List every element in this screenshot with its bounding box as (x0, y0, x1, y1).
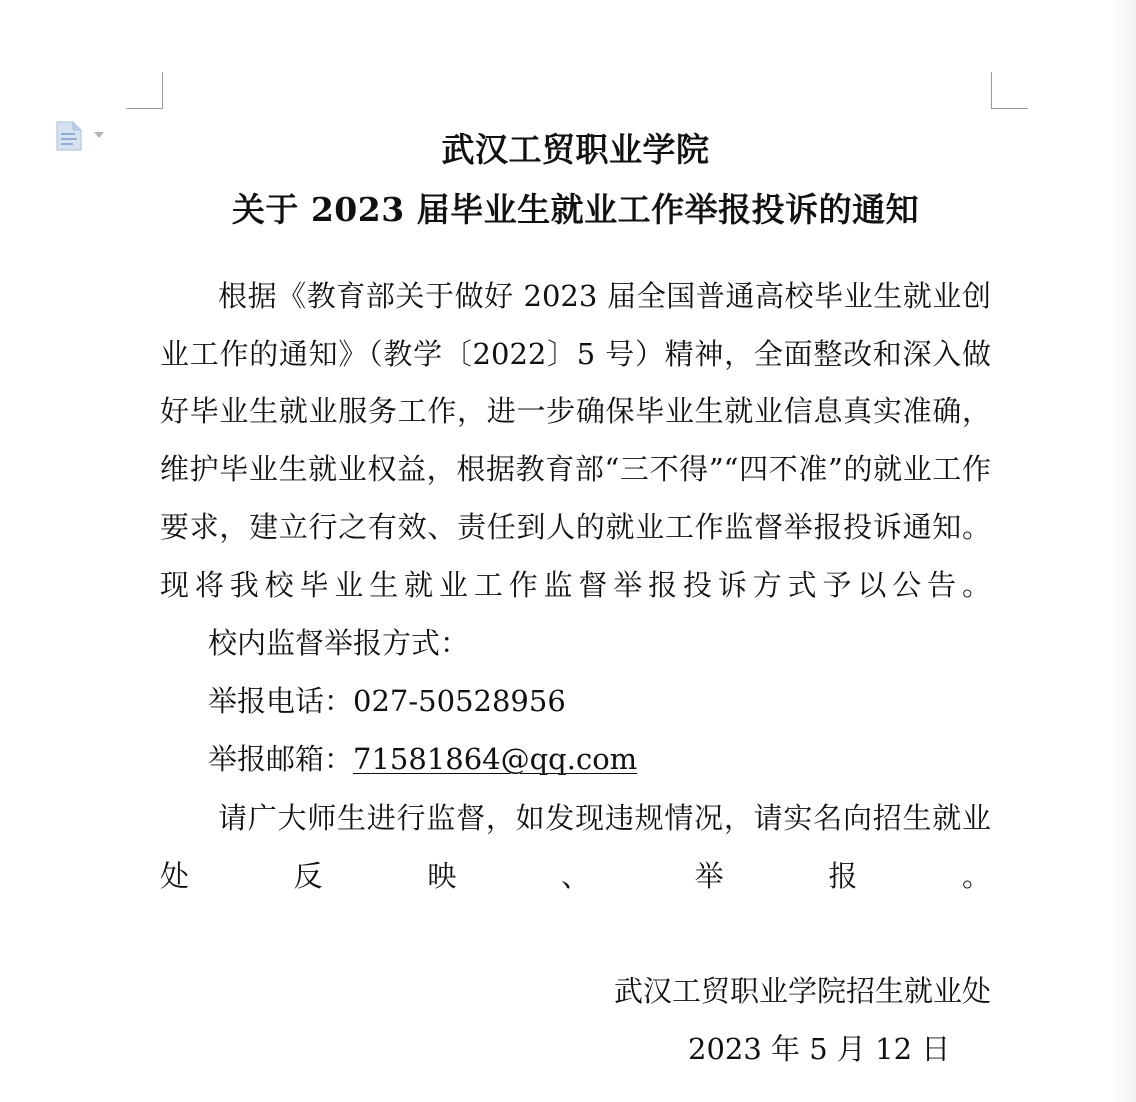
document-subtitle: 关于 2023 届毕业生就业工作举报投诉的通知 (231, 190, 920, 229)
body-paragraph-2: 请广大师生进行监督，如发现违规情况，请实名向招生就业处反映、举报。 (160, 801, 991, 893)
phone-number: 027-50528956 (353, 684, 566, 718)
document-dropdown-icon (56, 121, 106, 151)
email-label: 举报邮箱： (208, 742, 354, 776)
supervision-heading: 校内监督举报方式： (208, 626, 470, 660)
document-date: 2023 年 5 月 12 日 (688, 1032, 951, 1066)
signature: 武汉工贸职业学院招生就业处 (613, 974, 991, 1008)
document-icon[interactable] (56, 121, 106, 151)
email-link[interactable]: 71581864@qq.com (353, 742, 638, 776)
phone-line (208, 673, 566, 731)
scroll-shade (1110, 0, 1136, 1102)
body-paragraph-1: 根据《教育部关于做好 2023 届全国普通高校毕业生就业创业工作的通知》（教学〔2022〕5 号）精神，全面整改和深入做好毕业生就业服务工作，进一步确保毕业生就业信息真实准确，维护毕业生就业权益，根据教育部“三不得”“四不准”的就业工作要求，建立行之有效、责任到人的就业工作监督举报投诉通知。现将我校毕业生就业工作监督举报投诉方式予以公告。 (160, 279, 991, 602)
phone-label: 举报电话： (208, 684, 354, 718)
email-line (208, 731, 637, 789)
margin-corner-top-right (991, 72, 1028, 109)
document-title: 武汉工贸职业学院 (441, 130, 710, 169)
margin-corner-top-left (126, 72, 163, 109)
